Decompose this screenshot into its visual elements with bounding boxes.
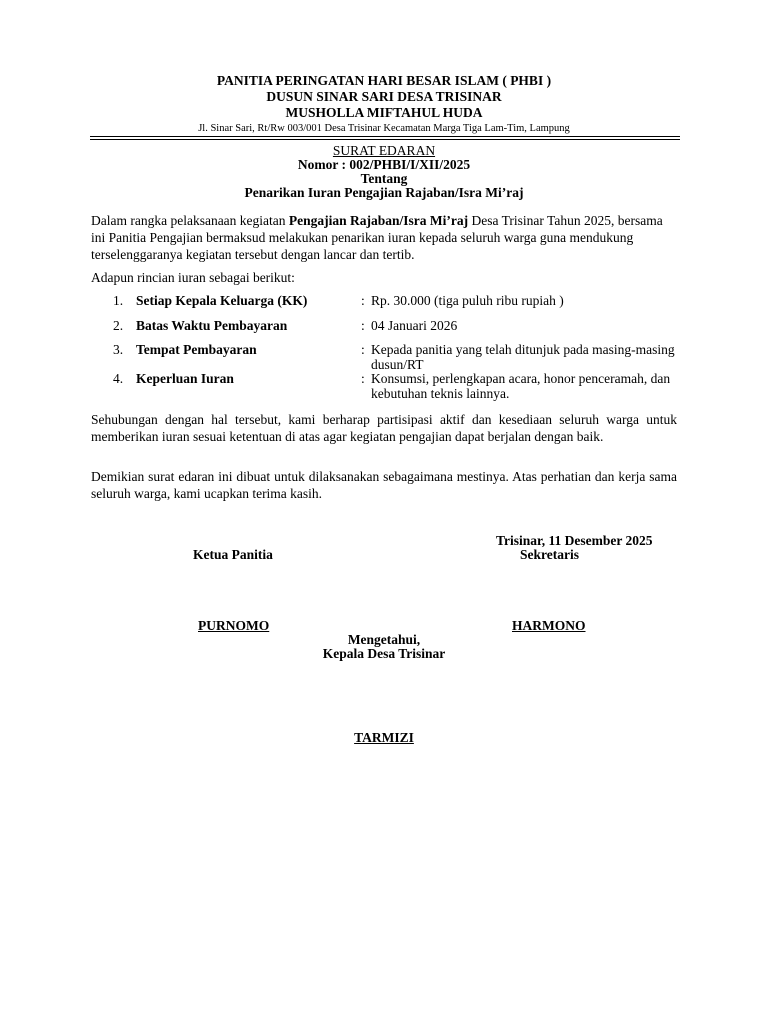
item-label: Keperluan Iuran: [136, 371, 234, 386]
letterhead-divider-second: [90, 139, 680, 140]
item-value: Rp. 30.000 (tiga puluh ribu rupiah ): [371, 293, 564, 308]
item-value: Konsumsi, perlengkapan acara, honor penceramah, dan kebutuhan teknis lainnya.: [371, 371, 671, 401]
intro-text-start: Dalam rangka pelaksanaan kegiatan: [91, 213, 289, 228]
closing-paragraph-thanks: Demikian surat edaran ini dibuat untuk dilaksanakan sebagaimana mestinya. Atas perhatian dan kerja sama seluruh warga, kami ucapkan terima kasih.: [91, 469, 677, 501]
secretary-title: Sekretaris: [520, 547, 579, 562]
village-head-name: TARMIZI: [354, 730, 414, 745]
closing-paragraph-participation: Sehubungan dengan hal tersebut, kami berharap partisipasi aktif dan kesediaan seluruh warga untuk memberikan iuran sesuai ketentuan di atas agar kegiatan pengajian dapat berjalan dengan baik.: [91, 412, 677, 444]
letterhead-musholla: MUSHOLLA MIFTAHUL HUDA: [285, 105, 483, 120]
acknowledged-label: Mengetahui,: [347, 632, 421, 647]
letter-about: Tentang: [360, 171, 408, 186]
letter-number: Nomor : 002/PHBI/I/XII/2025: [297, 157, 471, 172]
item-colon: :: [361, 318, 365, 333]
item-label: Batas Waktu Pembayaran: [136, 318, 288, 333]
letterhead-hamlet: DUSUN SINAR SARI DESA TRISINAR: [266, 89, 502, 104]
item-value: Kepada panitia yang telah ditunjuk pada masing-masing dusun/RT: [371, 342, 675, 372]
chair-name: PURNOMO: [198, 618, 270, 633]
item-label: Tempat Pembayaran: [136, 342, 257, 357]
intro-paragraph: [91, 212, 677, 263]
secretary-name: HARMONO: [512, 618, 586, 633]
chair-title: Ketua Panitia: [193, 547, 273, 562]
letter-subject: Penarikan Iuran Pengajian Rajaban/Isra Mi’raj: [244, 185, 524, 200]
letter-title: SURAT EDARAN: [332, 143, 436, 158]
item-colon: :: [361, 371, 365, 386]
item-number: 1.: [113, 293, 124, 308]
intro-text-end: Desa Trisinar Tahun 2025, bersama ini Panitia Pengajian bermaksud melakukan penarikan iuran kepada seluruh warga guna mendukung terselenggaranya kegiatan tersebut dengan lancar dan tertib.: [91, 213, 663, 262]
item-colon: :: [361, 342, 365, 357]
item-label: Setiap Kepala Keluarga (KK): [136, 293, 308, 308]
item-number: 4.: [113, 371, 124, 386]
letterhead-divider: [90, 136, 680, 137]
item-colon: :: [361, 293, 365, 308]
letterhead-address: Jl. Sinar Sari, Rt/Rw 003/001 Desa Trisinar Kecamatan Marga Tiga Lam-Tim, Lampung: [198, 123, 570, 134]
letterhead-organization: PANITIA PERINGATAN HARI BESAR ISLAM ( PHBI ): [216, 73, 552, 88]
intro-event-name: Pengajian Rajaban/Isra Mi’raj: [288, 213, 469, 228]
item-value: 04 Januari 2026: [371, 318, 458, 333]
item-number: 2.: [113, 318, 124, 333]
details-intro: Adapun rincian iuran sebagai berikut:: [91, 270, 295, 285]
village-head-title: Kepala Desa Trisinar: [322, 646, 446, 661]
item-number: 3.: [113, 342, 124, 357]
place-date: Trisinar, 11 Desember 2025: [496, 533, 653, 548]
